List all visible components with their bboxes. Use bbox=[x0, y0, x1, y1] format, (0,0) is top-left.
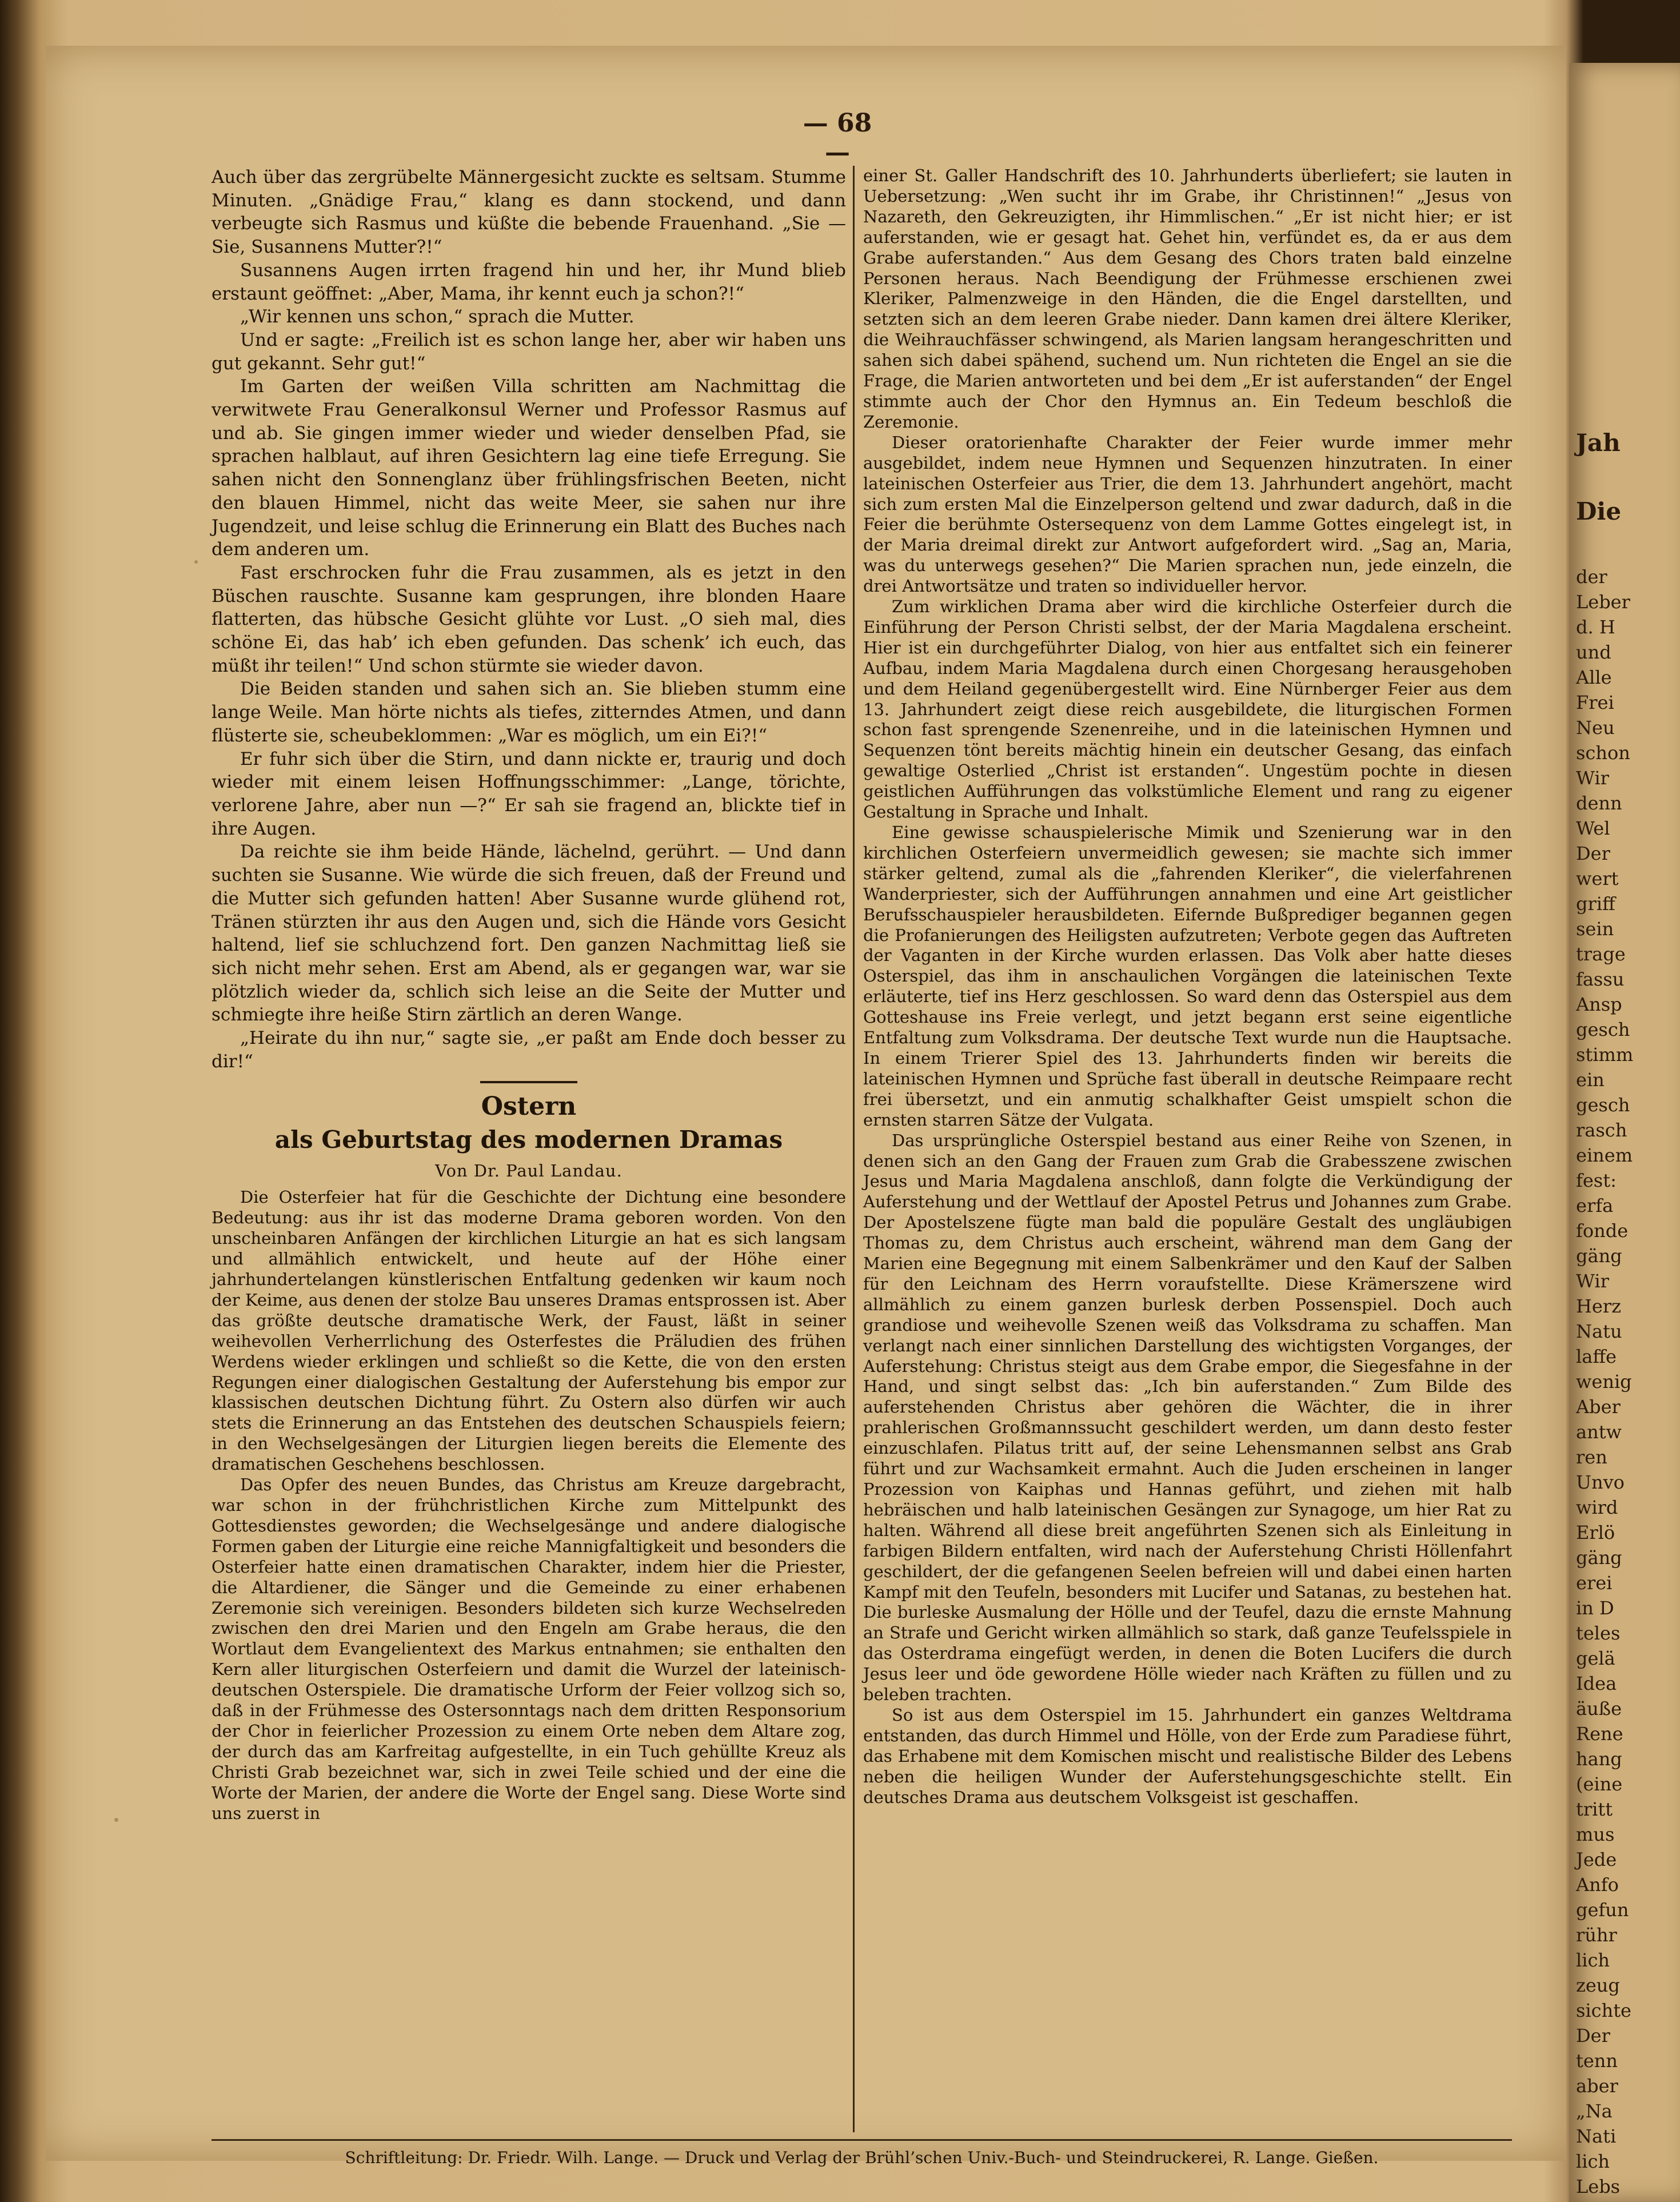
next-page-fragment: zeug bbox=[1576, 1974, 1620, 1996]
next-page-fragment: gäng bbox=[1576, 1547, 1622, 1569]
next-page-fragment: der bbox=[1576, 566, 1607, 588]
article-paragraph: Zum wirklichen Drama aber wird die kirchliche Osterfeier durch die Einführung der Person Christi selbst, der der Maria Magdalena erscheint. Hier ist ein durchgeführter Dialog, von hier aus entfaltet sich ein feinerer Aufbau, indem Maria Magdalena durch einen Chorgesang herausgehoben und dem Heiland gegenübergestellt wird. Eine Nürnberger Feier aus dem 13. Jahrhundert zeigt diese reich ausgebildete, die liturgischen Formen schon fast sprengende Szenenreihe, und in die lateinischen Hymnen und Sequenzen tönt bereits mächtig hinein ein deutscher Gesang, das einfach gewaltige Osterlied „Christ ist erstanden“. Ungestüm pochte in diesen geistlichen Aufführungen das volkstümliche Element und rang zu eigener Gestaltung in Sprache und Inhalt. bbox=[863, 597, 1512, 822]
next-page-fragment: gefun bbox=[1576, 1899, 1629, 1921]
article-paragraph: einer St. Galler Handschrift des 10. Jahrhunderts überliefert; sie lauten in Uebersetzung: „Wen sucht ihr im Grabe, ihr Christinnen!“ „Jesus von Nazareth, den Gekreuzigten, ihr Himmlischen.“ „Er ist nicht hier; er ist auferstanden, wie er gesagt hat. Gehet hin, verfündet es, da er aus dem Grabe auferstanden.“ Aus dem Gesang des Chors traten bald einzelne Personen heraus. Nach Beendigung der Frühmesse erschienen zwei Kleriker, Palmenzweige in den Händen, die die Engel darstellten, und setzten sich an dem leeren Grabe nieder. Dann kamen drei ältere Kleriker, die Weihrauchfässer schwingend, als Marien langsam herangeschritten und sahen sich dabei spähend, suchend um. Nun richteten die Engel an sie die Frage, die Marien antworteten und bei dem „Er ist auferstanden“ der Engel stimmte auch der Chor den Hymnus an. Ein Tedeum beschloß die Zeremonie. bbox=[863, 166, 1512, 432]
next-page-fragment: Neu bbox=[1576, 717, 1615, 739]
article-paragraph: So ist aus dem Osterspiel im 15. Jahrhundert ein ganzes Weltdrama entstanden, das durch Himmel und Hölle, von der Erde zum Paradiese führt, das Erhabene mit dem Komischen mischt und realistische Bilder des Lebens neben die heiligen Wunder der Auferstehungsgeschichte stellt. Ein deutsches Drama aus deutschem Volksgeist ist geschaffen. bbox=[863, 1705, 1512, 1807]
next-page-fragment: Natu bbox=[1576, 1321, 1622, 1342]
next-page-fragment: Leber bbox=[1576, 591, 1630, 613]
story-paragraph: Im Garten der weißen Villa schritten am Nachmittag die verwitwete Frau Generalkonsul Werner und Professor Rasmus auf und ab. Sie gingen immer wieder und wieder denselben Pfad, sie sprachen halblaut, auf ihren Gesichtern lag eine tiefe Erregung. Sie sahen nicht den Sonnenglanz über frühlingsfrischen Beeten, nicht den blauen Himmel, nicht das weite Meer, sie sahen nur ihre Jugendzeit, und leise schlug die Erinnerung ein Blatt des Buches nach dem anderen um. bbox=[212, 376, 846, 560]
story-paragraph: Und er sagte: „Freilich ist es schon lange her, aber wir haben uns gut gekannt. Sehr gut!“ bbox=[212, 329, 846, 374]
next-page-fragment: Erlö bbox=[1576, 1522, 1615, 1543]
next-page-fragment: und bbox=[1576, 641, 1611, 663]
next-page-fragment: wenig bbox=[1576, 1371, 1632, 1393]
next-page-fragment: sein bbox=[1576, 918, 1614, 940]
story-paragraph: „Wir kennen uns schon,“ sprach die Mutter. bbox=[240, 306, 635, 328]
article-body-left bbox=[212, 1187, 846, 1824]
next-page-fragment: fest: bbox=[1576, 1170, 1617, 1191]
footer-rule bbox=[212, 2139, 1512, 2141]
next-page-fragment: Die bbox=[1576, 497, 1622, 525]
next-page-fragment: in D bbox=[1576, 1597, 1614, 1619]
next-page-fragment: äuße bbox=[1576, 1698, 1622, 1720]
next-page-fragment: Anfo bbox=[1576, 1874, 1619, 1896]
next-page-fragment: Wir bbox=[1576, 767, 1609, 789]
next-page-fragment: Aber bbox=[1576, 1396, 1621, 1418]
next-page-fragment: lich bbox=[1576, 1949, 1610, 1971]
story-paragraph: Die Beiden standen und sahen sich an. Sie blieben stumm eine lange Weile. Man hörte nichts als tiefes, zitterndes Atmen, und dann flüsterte sie, scheubeklommen: „War es möglich, um ein Ei?!“ bbox=[212, 679, 846, 746]
next-page-fragment: gesch bbox=[1576, 1019, 1630, 1040]
article-byline: Von Dr. Paul Landau. bbox=[435, 1161, 622, 1181]
next-page-fragment: aber bbox=[1576, 2075, 1618, 2097]
next-page-fragment: Der bbox=[1576, 2025, 1610, 2047]
next-page-fragment: (eine bbox=[1576, 1773, 1623, 1795]
right-column bbox=[863, 166, 1512, 1808]
next-page-fragment: antw bbox=[1576, 1421, 1622, 1443]
paper-speck bbox=[194, 560, 198, 564]
story-paragraph: Er fuhr sich über die Stirn, und dann nickte er, traurig und doch wieder mit einem leisen Hoffnungsschimmer: „Lange, törichte, verlorene Jahre, aber nun —?“ Er sah sie fragend an, blickte tief in ihre Augen. bbox=[212, 748, 846, 839]
article-paragraph: Dieser oratorienhafte Charakter der Feier wurde immer mehr ausgebildet, indem neue Hymnen und Sequenzen hinzutraten. In einer lateinischen Osterfeier aus Trier, die dem 13. Jahrhundert angehört, macht sich zum ersten Mal die Einzelperson geltend und zwar dadurch, daß in die Feier die berühmte Ostersequenz von dem Lamme Gottes eingelegt ist, in der Maria dreimal direkt zur Antwort aufgefordert wird. „Sag an, Maria, was du unterwegs gesehen?“ Die Marien sprachen nun, jede einzeln, die drei Antwortsätze und traten so individueller hervor. bbox=[863, 432, 1512, 596]
next-page-fragment: erfa bbox=[1576, 1195, 1614, 1216]
next-page-fragment: ein bbox=[1576, 1069, 1605, 1091]
next-page-fragment: Jah bbox=[1576, 429, 1621, 457]
next-page-fragment: wird bbox=[1576, 1497, 1618, 1518]
article-subtitle: als Geburtstag des modernen Dramas bbox=[274, 1126, 783, 1154]
next-page-fragment: gäng bbox=[1576, 1245, 1622, 1267]
next-page-fragment: stimm bbox=[1576, 1044, 1634, 1066]
next-page-fragment: erei bbox=[1576, 1572, 1613, 1594]
next-page-fragment: Unvo bbox=[1576, 1471, 1625, 1493]
article-paragraph: Das Opfer des neuen Bundes, das Christus am Kreuze dargebracht, war schon in der frühchristlichen Kirche zum Mittelpunkt des Gottesdienstes geworden; die Wechselgesänge und andere dialogische Formen gaben der Liturgie eine reiche Mannigfaltigkeit und besonders die Osterfeier hatte einen dramatischen Charakter, indem hier die Priester, die Altardiener, die Sänger und die Gemeinde zu einer erhabenen Zeremonie sich vereinigen. Besonders bildeten sich kurze Wechselreden zwischen den drei Marien und den Engeln am Grabe heraus, die den Wortlaut dem Evangelientext des Markus entnahmen; sie enthalten den Kern aller liturgischen Osterfeiern und damit die Wurzel der lateinisch-deutschen Osterspiele. Die dramatische Urform der Feier vollzog sich so, daß in der Frühmesse des Ostersonntags nach dem dritten Responsorium der Chor in feierlicher Prozession zu einem Orte neben dem Altare zog, der durch das am Karfreitag aufgestellte, in ein Tuch gehüllte Kreuz als Christi Grab bezeichnet war, sich in zwei Teile schied und der eine die Worte der Marien, der andere die Worte der Engel sang. Diese Worte sind uns zuerst in bbox=[212, 1475, 846, 1823]
next-page-fragment: denn bbox=[1576, 792, 1622, 814]
column-rule bbox=[853, 166, 855, 2132]
next-page-fragment: teles bbox=[1576, 1622, 1621, 1644]
next-page-fragment: „Na bbox=[1576, 2100, 1613, 2122]
story-paragraph: „Heirate du ihn nur,“ sagte sie, „er paßt am Ende doch besser zu dir!“ bbox=[212, 1028, 846, 1072]
next-page-fragment: tritt bbox=[1576, 1798, 1613, 1820]
next-page-fragment: Idea bbox=[1576, 1673, 1617, 1694]
story-paragraph: Fast erschrocken fuhr die Frau zusammen, als es jetzt in den Büschen rauschte. Susanne kam gesprungen, ihre blonden Haare flatterten, das hübsche Gesicht glühte vor Lust. „O sieh mal, dies schöne Ei, das hab’ ich eben gefunden. Das schenk’ ich euch, das müßt ihr teilen!“ Und schon stürmte sie wieder davon. bbox=[212, 562, 846, 676]
next-page-fragment: fassu bbox=[1576, 968, 1625, 990]
next-page-fragment: hang bbox=[1576, 1748, 1622, 1770]
page-number: — 68 — bbox=[803, 109, 872, 167]
article-title: Ostern bbox=[481, 1092, 577, 1122]
paper-speck bbox=[114, 1818, 118, 1822]
next-page-fragment: Jede bbox=[1576, 1849, 1617, 1870]
next-page-edge bbox=[1569, 63, 1680, 2202]
next-page-fragment: gelä bbox=[1576, 1647, 1615, 1669]
article-paragraph: Die Osterfeier hat für die Geschichte der Dichtung eine besondere Bedeutung: aus ihr ist das moderne Drama geboren worden. Von den unscheinbaren Anfängen der kirchlichen Liturgie an hat es sich langsam und allmählich entwickelt, und heute auf der Höhe einer jahrhundertelangen künstlerischen Entfaltung gedenken wir kaum noch der Keime, aus denen der stolze Bau unseres Dramas entsprossen ist. Aber das größte deutsche dramatische Werk, der Faust, läßt in seiner weihevollen Verherrlichung des Osterfestes die Präludien des frühen Werdens wieder erklingen und schließt so die Kette, die von den ersten Regungen einer dialogischen Gestaltung der Auferstehung bis empor zur klassischen deutschen Dichtung führt. Zu Ostern also dürfen wir auch stets die Erinnerung an das Entstehen des deutschen Schauspiels feiern; in den Wechselgesängen der Liturgien liegen bereits die Elemente des dramatischen Geschehens beschlossen. bbox=[212, 1187, 846, 1474]
next-page-fragment: mus bbox=[1576, 1824, 1615, 1845]
next-page-fragment: Herz bbox=[1576, 1295, 1621, 1317]
next-page-fragment: sichte bbox=[1576, 2000, 1631, 2021]
next-page-fragment: ren bbox=[1576, 1446, 1607, 1468]
next-page-fragment: lich bbox=[1576, 2151, 1610, 2172]
next-page-fragment: wert bbox=[1576, 868, 1619, 889]
next-page-fragment: laffe bbox=[1576, 1346, 1617, 1367]
story-paragraph: Auch über das zergrübelte Männergesicht zuckte es seltsam. Stumme Minuten. „Gnädige Frau,“ klang es dann stockend, und dann verbeugte sich Rasmus und küßte die bebende Frauenhand. „Sie — Sie, Susannens Mutter?!“ bbox=[212, 167, 846, 258]
next-page-fragment: Ansp bbox=[1576, 994, 1622, 1015]
next-page-fragment: fonde bbox=[1576, 1220, 1629, 1242]
next-page-fragment: Wel bbox=[1576, 817, 1610, 839]
left-column bbox=[212, 166, 846, 1824]
next-page-fragment: Frei bbox=[1576, 692, 1614, 713]
next-page-fragment: rasch bbox=[1576, 1119, 1627, 1141]
next-page-fragment: gesch bbox=[1576, 1094, 1630, 1116]
next-page-fragment: tenn bbox=[1576, 2050, 1618, 2072]
next-page-fragment: Lebs bbox=[1576, 2176, 1621, 2197]
imprint-line: Schriftleitung: Dr. Friedr. Wilh. Lange. — Druck und Verlag der Brühl’schen Univ.-Buch- und Steindruckerei, R. Lange. Gießen. bbox=[345, 2148, 1379, 2167]
next-page-fragment: d. H bbox=[1576, 616, 1615, 638]
story-text bbox=[212, 166, 846, 1073]
next-page-fragment: schon bbox=[1576, 742, 1630, 764]
next-page-fragment: Rene bbox=[1576, 1723, 1623, 1745]
next-page-fragment: griff bbox=[1576, 893, 1615, 915]
article-paragraph: Das ursprüngliche Osterspiel bestand aus einer Reihe von Szenen, in denen sich an den Gang der Frauen zum Grab die Grabesszene zwischen Jesus und Maria Magdalena anschloß, dann folgte die Verkündigung der Auferstehung und der Wettlauf der Apostel Petrus und Johannes zum Grabe. Der Apostelszene fügte man bald die populäre Gestalt des ungläubigen Thomas zu, dem Christus auch erscheint, während man dem Gang der Marien eine Begegnung mit einem Salbenkrämer und den Kauf der Salben für den Leichnam des Herrn voraufstellte. Diese Krämerszene wird allmählich zu einem ganzen burlesk derben Possenspiel. Doch auch grandiose und weihevolle Szenen weiß das Volksdrama zu schaffen. Man verlangt nach einer sinnlichen Darstellung des wichtigsten Vorganges, der Auferstehung: Christus steigt aus dem Grabe empor, die Siegesfahne in der Hand, und singt selbst das: „Ich bin auferstanden.“ Zum Bilde des auferstehenden Christus aber gehören die Wächter, die in ihrer prahlerischen Großmannssucht geschildert werden, um dann desto fester einzuschlafen. Pilatus tritt auf, der seine Lehensmannen selbst ans Grab führt und zur Wachsamkeit ermahnt. Auch die Juden erscheinen in langer Prozession von Kaiphas und Hannas geführt, und ziehen mit halb hebräischen und halb lateinischen Gesängen zur Synagoge, um hier Rat zu halten. Während all diese breit angeführten Szenen sich als Einleitung in farbigen Bildern entfalten, wird nach der Auferstehung Christi Höllenfahrt geschildert, der die gefangenen Seelen befreien will und dabei einen harten Kampf mit den Teufeln, besonders mit Lucifer und Satanas, zu bestehen hat. Die burleske Ausmalung der Hölle und der Teufel, dazu die ernste Mahnung an Strafe und Gericht wirken allmählich so stark, daß ganze Teufelsspiele in das Osterdrama eingefügt werden, in denen die Boten Lucifers die durch Jesus leer und öde gewordene Hölle wieder nach Kräften zu füllen und zu beleben trachten. bbox=[863, 1130, 1512, 1705]
next-page-fragment: einem bbox=[1576, 1144, 1633, 1166]
next-page-fragment: Alle bbox=[1576, 667, 1612, 688]
next-page-fragment: Wir bbox=[1576, 1270, 1609, 1292]
next-page-fragment: rühr bbox=[1576, 1924, 1617, 1946]
article-paragraph: Eine gewisse schauspielerische Mimik und Szenierung war in den kirchlichen Osterfeiern unvermeidlich gewesen; sie machte sich immer stärker geltend, zumal als die „fahrenden Kleriker“, die vielerfahrenen Wanderpriester, sich der Aufführungen annahmen und eine Art geistlicher Berufsschauspieler herausbildeten. Eifernde Bußprediger begannen gegen die Profanierungen des Heiligsten aufzutreten; Verbote gegen das Auftreten der Vaganten in der Kirche wurden erlassen. Das Volk aber hatte dieses Osterspiel, das ihm in anschaulichen Vorgängen die lateinischen Texte erläuterte, tief ins Herz geschlossen. So ward denn das Osterspiel aus dem Gotteshause ins Freie verlegt, und jetzt begann erst seine eigentliche Entfaltung zum Volksdrama. Der deutsche Text wurde nun die Hauptsache. In einem Trierer Spiel des 13. Jahrhunderts finden wir bereits die lateinischen Hymnen und Sprüche fast überall in deutsche Reimpaare recht frei übersetzt, und ein anmutig schalkhafter Geist umspielt schon die ernsten starren Sätze der Vulgata. bbox=[863, 823, 1512, 1130]
article-separator bbox=[480, 1081, 577, 1083]
next-page-fragment: Nati bbox=[1576, 2125, 1617, 2147]
next-page-fragment: trage bbox=[1576, 943, 1626, 965]
story-paragraph: Susannens Augen irrten fragend hin und her, ihr Mund blieb erstaunt geöffnet: „Aber, Mama, ihr kennt euch ja schon?!“ bbox=[212, 260, 846, 304]
next-page-fragment: Der bbox=[1576, 843, 1610, 864]
story-paragraph: Da reichte sie ihm beide Hände, lächelnd, gerührt. — Und dann suchten sie Susanne. Wie würde die sich freuen, daß der Freund und die Mutter sich gefunden hatten! Aber Susanne wurde glühend rot, Tränen stürzten ihr aus den Augen und, sich die Hände vors Gesicht haltend, lief sie schluchzend fort. Den ganzen Nachmittag ließ sie sich nicht mehr sehen. Erst am Abend, als er gegangen war, war sie plötzlich wieder da, schlich sich leise an die Seite der Mutter und schmiegte ihre heiße Stirn zärtlich an deren Wange. bbox=[212, 841, 846, 1026]
